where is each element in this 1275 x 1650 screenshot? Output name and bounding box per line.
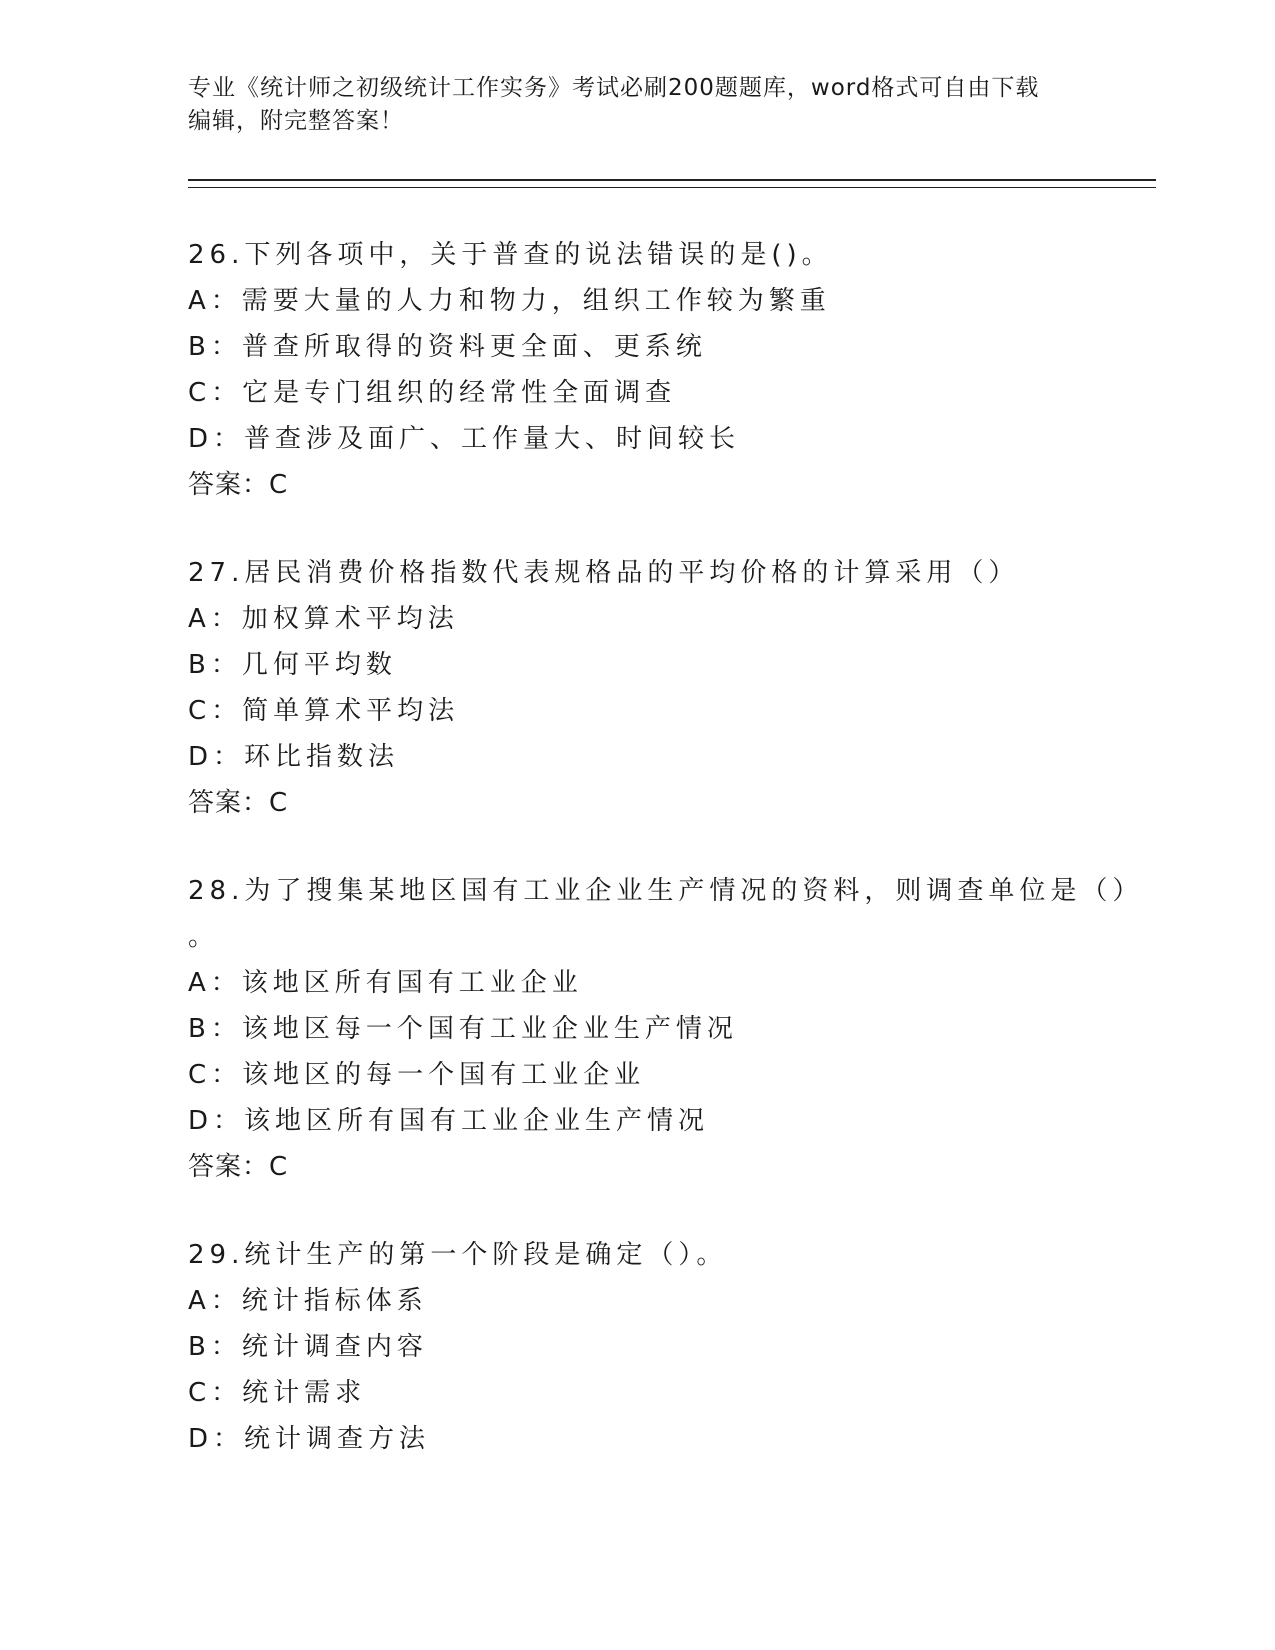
- header-divider: [188, 179, 1156, 188]
- option-c: C：简单算术平均法: [188, 696, 460, 726]
- option-b: B：统计调查内容: [188, 1332, 428, 1362]
- option-b: B：该地区每一个国有工业企业生产情况: [188, 1014, 738, 1044]
- question-29: [188, 1232, 1088, 1462]
- option-d: D：统计调查方法: [188, 1424, 431, 1454]
- answer-text: 答案：C: [188, 788, 289, 818]
- answer-text: 答案：C: [188, 1152, 289, 1182]
- option-a: A：该地区所有国有工业企业: [188, 968, 583, 998]
- option-d: D：该地区所有国有工业企业生产情况: [188, 1106, 710, 1136]
- answer-text: 答案：C: [188, 470, 289, 500]
- option-d: D：普查涉及面广、工作量大、时间较长: [188, 424, 741, 454]
- question-stem: 27.居民消费价格指数代表规格品的平均价格的计算采用（）: [188, 558, 1020, 588]
- question-stem-line-1: 28.为了搜集某地区国有工业企业生产情况的资料，则调查单位是（）: [188, 876, 1144, 906]
- question-stem: 29.统计生产的第一个阶段是确定（）。: [188, 1240, 728, 1270]
- question-stem: 26.下列各项中，关于普查的说法错误的是()。: [188, 240, 833, 270]
- option-c: C：它是专门组织的经常性全面调查: [188, 378, 677, 408]
- question-27: [188, 550, 1088, 826]
- option-d: D：环比指数法: [188, 742, 400, 772]
- option-b: B：几何平均数: [188, 650, 397, 680]
- header-title-line-2: 编辑，附完整答案！: [188, 108, 404, 134]
- option-c: C：统计需求: [188, 1378, 367, 1408]
- question-28: [188, 868, 1144, 1190]
- option-a: A：加权算术平均法: [188, 604, 459, 634]
- option-a: A：统计指标体系: [188, 1286, 428, 1316]
- header-title-line-1: 专业《统计师之初级统计工作实务》考试必刷200题题库，word格式可自由下载: [188, 75, 1040, 101]
- document-header: [188, 72, 1088, 138]
- option-c: C：该地区的每一个国有工业企业: [188, 1060, 646, 1090]
- question-stem-line-2: 。: [188, 922, 220, 952]
- option-a: A：需要大量的人力和物力，组织工作较为繁重: [188, 286, 831, 316]
- question-list: [188, 232, 1144, 1504]
- question-26: [188, 232, 1088, 508]
- option-b: B：普查所取得的资料更全面、更系统: [188, 332, 707, 362]
